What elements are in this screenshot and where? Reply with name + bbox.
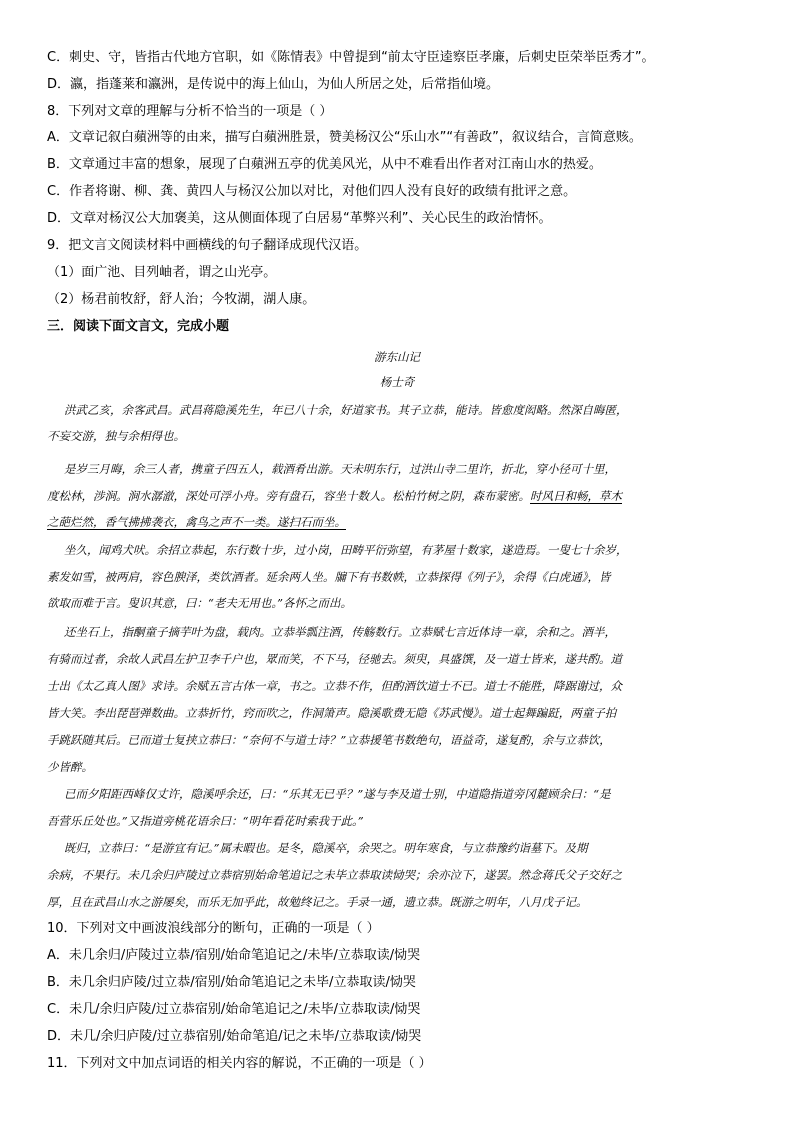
passage-line: 坐久，闻鸡犬吠。余招立恭起，东行数十步，过小岗，田畴平衍弥望，有茅屋十数家，遂造焉。一叟七十余岁， [64,543,628,557]
q8-stem: 8．下列对文章的理解与分析不恰当的一项是（ ） [47,104,333,119]
passage-line: 有骑而过者，余故人武昌左护卫李千户也，眾而笑，不下马，径驰去。须臾，具盛馔，及一道士皆来，遂共酌。道 [47,652,622,666]
q10-stem: 10．下列对文中画波浪线部分的断句，正确的一项是（ ） [47,921,380,936]
passage-line: 不妄交游，独与余相得也。 [47,429,185,443]
passage-line: 是岁三月晦，余三人者，携童子四五人，载酒肴出游。天未明东行，过洪山寺二里许，折北，穿小径可十里， [64,462,616,476]
passage-line: 欲取而难于言。叟识其意，曰：“老夫无用也。”各怀之而出。 [47,596,353,610]
q10-option-c: C．未几/余归庐陵/过立恭宿别/始命笔追记之/未毕/立恭取读/恸哭 [47,1002,421,1017]
passage-line: 厚，且在武昌山水之游屡矣，而乐无加乎此，故勉终记之。手录一通，遗立恭。既游之明年，八月戊子记。 [47,895,588,909]
q10-option-d: D．未几/余归庐陵/过立恭宿别/始命笔追/记之未毕/立恭取读/恸哭 [47,1029,422,1044]
q8-option-c: C．作者将谢、柳、龚、黄四人与杨汉公加以对比，对他们四人没有良好的政绩有批评之意。 [47,184,577,199]
q8-option-a: A．文章记叙白蘋洲等的由来，描写白蘋洲胜景，赞美杨汉公“乐山水”“有善政”，叙议结合，言简意赅。 [47,130,642,145]
q9-item-1: （1）面广池、目列岫者，谓之山光亭。 [47,265,277,280]
passage-title: 游东山记 [374,350,420,364]
passage-line [47,488,747,504]
passage-line: 还坐石上，指酮童子摘芋叶为盘，载肉。立恭举瓢注酒，传觞数行。立恭赋七言近体诗一章，余和之。酒半， [64,625,616,639]
passage-line: 已而夕阳距西峰仅丈许，隐溪呼余还，曰：“乐其无已乎？”遂与李及道士别，中道隐指道旁冈麓顾余曰：“是 [64,787,611,801]
passage-line: 士出《太乙真人图》求诗。余赋五言古体一章，书之。立恭不作，但酌酒饮道士不已。道士不能胜，降踞谢过，众 [47,679,622,693]
q7-option-d: D．瀛，指蓬莱和瀛洲，是传说中的海上仙山，为仙人所居之处，后常指仙境。 [47,77,500,92]
q10-option-b: B．未几余归庐陵/过立恭/宿别/始命笔追记之未毕/立恭取读/恸哭 [47,975,416,990]
passage-line: 余病，不果行。未几余归庐陵过立恭宿别始命笔追记之未毕立恭取读恸哭；余亦泣下，遂罢。然念蒋氏父子交好之 [47,868,622,882]
underlined-sentence: 之葩烂然，香气拂拂袭衣，禽鸟之声不一类。遂扫石而坐。 [47,515,346,529]
q10-option-a: A．未几余归/庐陵过立恭/宿别/始命笔追记之/未毕/立恭取读/恸哭 [47,948,421,963]
q11-stem: 11．下列对文中加点词语的相关内容的解说，不正确的一项是（ ） [47,1056,432,1071]
passage-line [47,514,747,530]
passage-line: 既归，立恭曰：“是游宜有记。”属未暇也。是冬，隐溪卒，余哭之。明年寒食，与立恭豫约诣墓下。及期 [64,841,588,855]
q8-option-b: B．文章通过丰富的想象，展现了白蘋洲五亭的优美风光，从中不难看出作者对江南山水的热爱。 [47,157,602,172]
passage-text: 度松林，涉涧。涧水潺澈，深处可浮小舟。旁有盘石，容坐十数人。松柏竹树之阴，森布蒙密。 [47,489,530,503]
passage-line: 皆大笑。李出琵琶弹数曲。立恭折竹，窍而吹之，作洞箫声。隐溪歌费无隐《苏武慢》。道士起舞蹁跹，两童子拍 [47,706,617,720]
passage-line: 吾营乐丘处也。”又指道旁桃花语余曰：“明年看花时索我于此。” [47,814,364,828]
passage-line: 素发如雪，被两肩，容色腴泽，类饮酒者。延余两人坐。牖下有书数帙，立恭探得《列子》，余得《白虎通》，皆 [47,570,611,584]
q9-stem: 9．把文言文阅读材料中画横线的句子翻译成现代汉语。 [47,238,368,253]
passage-line: 洪武乙亥，余客武昌。武昌蒋隐溪先生，年已八十余，好道家书。其子立恭，能诗。皆愈度闳略。然深自晦匿， [64,403,628,417]
underlined-sentence: 时风日和畅，草木 [530,489,622,503]
q8-option-d: D．文章对杨汉公大加褒美，这从侧面体现了白居易“革弊兴利”、关心民生的政治情怀。 [47,211,552,226]
q9-item-2: （2）杨君前牧舒，舒人治；今牧湖，湖人康。 [47,292,316,307]
passage-author: 杨士奇 [379,375,415,389]
passage-line: 手跳跃随其后。已而道士复挟立恭曰：“奈何不与道士诗？”立恭援笔书数绝句，语益奇，遂复酌，余与立恭饮， [47,733,611,747]
passage-line: 少皆醉。 [47,760,93,774]
section-heading: 三．阅读下面文言文，完成小题 [47,319,230,334]
q7-option-c: C．刺史、守，皆指古代地方官职，如《陈情表》中曾提到“前太守臣逵察臣孝廉，后刺史臣荣举臣秀才”。 [47,50,655,65]
